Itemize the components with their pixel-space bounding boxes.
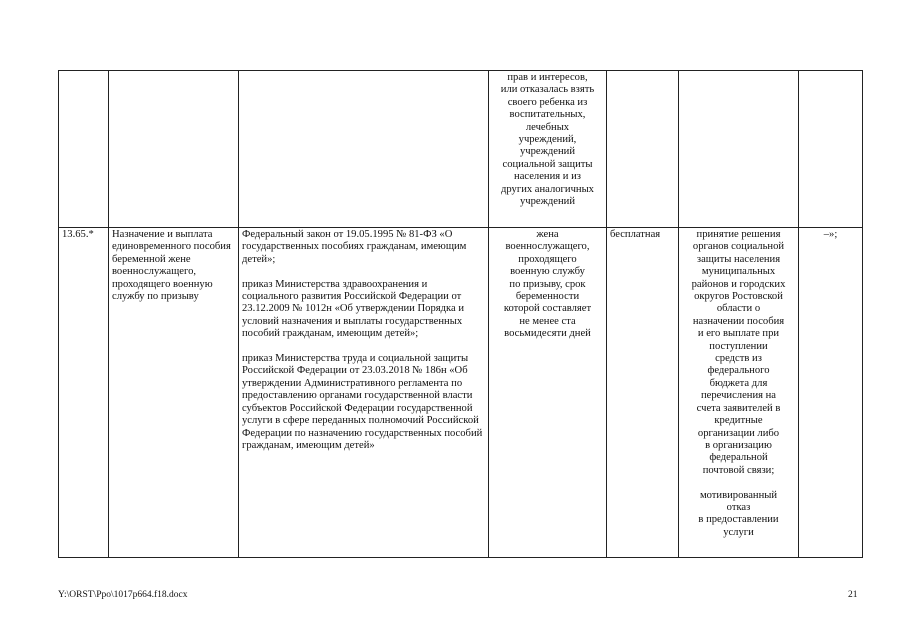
recipients-cell: жена военнослужащего, проходящего военную службу по призыву, срок беременности которой составляет не менее ста восьмидесяти дней [489,228,607,558]
table-row [59,228,863,558]
file-path-footer: Y:\ORST\Ppo\1017p664.f18.docx [58,590,188,600]
table-row [59,71,863,228]
service-name-cell: Назначение и выплата единовременного пособия беременной жене военнослужащего, проходящего военную службу по призыву [109,228,239,558]
result-cell: принятие решения органов социальной защиты населения муниципальных районов и городских округов Ростовской области о назначении пособия и его выплате при поступлении средств из федерального бюджета для перечисления на счета заявителей в кредитные организации либо в организацию федеральной почтовой связи; мотивированный отказ в предоставлении услуги [679,228,799,558]
legal-basis-cell: Федеральный закон от 19.05.1995 № 81-ФЗ «О государственных пособиях гражданам, имеющим детей»; приказ Министерства здравоохранения и социального развития Российской Федерации от 23.12.2009 № 1012н «Об утверждении Порядка и условий назначения и выплаты государственных пособий гражданам, имеющим детей»; приказ Министерства труда и социальной защиты Российской Федерации от 23.03.2018 № 186н «Об утверждении Административного регламента по предоставлению органами государственной власти субъектов Российской Федерации государственной услуги в сфере переданных полномочий Российской Федерации по назначению государственных пособий гражданам, имеющим детей» [239,228,489,558]
closing-mark-cell: –»; [799,228,863,558]
table-cell [59,71,109,228]
services-table [58,70,863,558]
table-cell: прав и интересов, или отказалась взять своего ребенка из воспитательных, лечебных учреждений, учреждений социальной защиты населения и из других аналогичных учреждений [489,71,607,228]
page-number: 21 [848,590,858,600]
table-cell [109,71,239,228]
table-cell [799,71,863,228]
table-cell [607,71,679,228]
table-cell [679,71,799,228]
table-cell [239,71,489,228]
fee-cell: бесплатная [607,228,679,558]
service-number-cell: 13.65.* [59,228,109,558]
